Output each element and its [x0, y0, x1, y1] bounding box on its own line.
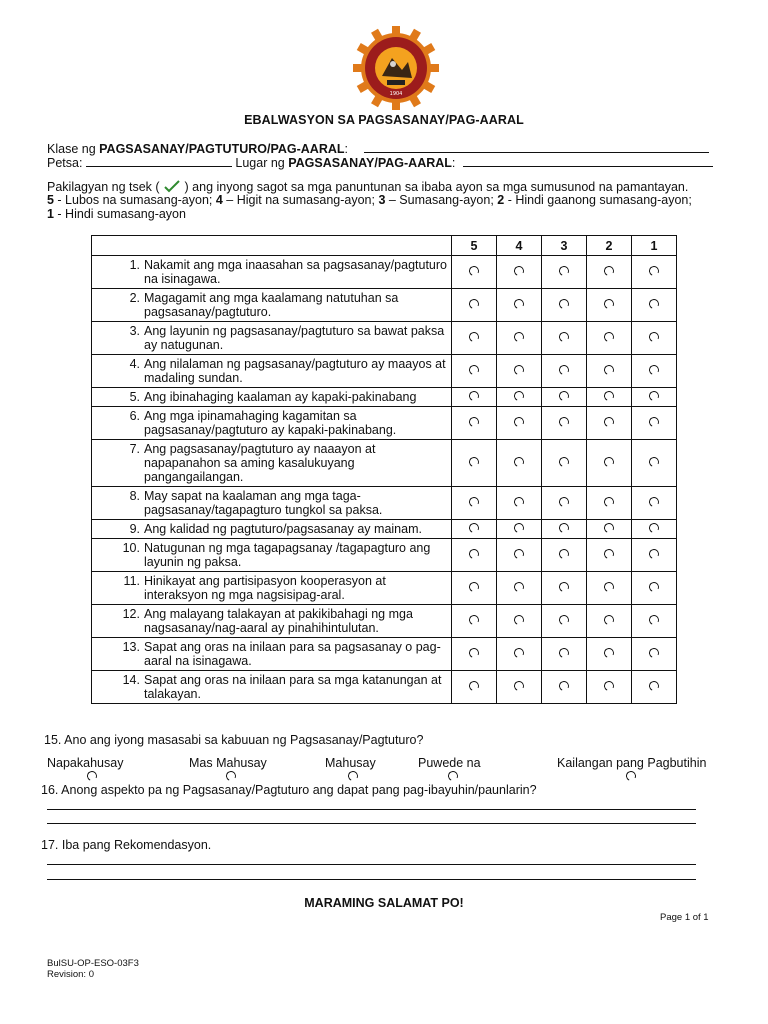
q15-radio-mas-mahusay[interactable]	[225, 770, 238, 783]
table-row	[92, 388, 677, 407]
rating-radio-2[interactable]	[603, 496, 616, 509]
rating-radio-5[interactable]	[468, 548, 481, 561]
rating-cell-2	[587, 388, 632, 407]
rating-radio-1[interactable]	[648, 416, 661, 429]
rating-cell-1	[632, 355, 677, 388]
question-cell	[92, 289, 452, 322]
question-cell	[92, 256, 452, 289]
table-row	[92, 520, 677, 539]
question-cell	[92, 539, 452, 572]
rating-radio-2[interactable]	[603, 456, 616, 469]
rating-cell-2	[587, 572, 632, 605]
rating-cell-5	[452, 355, 497, 388]
question-text: Ang pagsasanay/pagtuturo ay naaayon at napapanahon sa aming kasalukuyang pangangailangan.	[144, 442, 376, 484]
rating-cell-5	[452, 322, 497, 355]
question-cell	[92, 572, 452, 605]
header-2: 2	[587, 236, 632, 256]
question-number: 4.	[129, 357, 140, 371]
university-seal-logo	[349, 26, 443, 110]
question-text: Ang kalidad ng pagtuturo/pagsasanay ay mainam.	[144, 522, 422, 536]
rating-cell-1	[632, 671, 677, 704]
rating-radio-3[interactable]	[558, 496, 571, 509]
rating-cell-2	[587, 289, 632, 322]
rating-cell-5	[452, 256, 497, 289]
rating-cell-5	[452, 440, 497, 487]
table-row	[92, 539, 677, 572]
rating-cell-4	[497, 289, 542, 322]
rating-radio-5[interactable]	[468, 496, 481, 509]
header-5: 5	[452, 236, 497, 256]
q15-option-label: Puwede na	[418, 756, 481, 770]
rating-cell-1	[632, 256, 677, 289]
question-number: 2.	[129, 291, 140, 305]
rating-radio-5[interactable]	[468, 298, 481, 311]
question-number: 9.	[129, 522, 140, 536]
rating-radio-4[interactable]	[513, 581, 526, 594]
question-number: 11.	[123, 574, 140, 588]
rating-cell-2	[587, 539, 632, 572]
rating-radio-5[interactable]	[468, 416, 481, 429]
thank-you-note: MARAMING SALAMAT PO!	[304, 896, 464, 910]
question-cell	[92, 388, 452, 407]
rating-cell-3	[542, 407, 587, 440]
rating-cell-5	[452, 407, 497, 440]
rating-radio-4[interactable]	[513, 364, 526, 377]
rating-cell-1	[632, 388, 677, 407]
question-17: 17. Iba pang Rekomendasyon.	[41, 838, 212, 852]
rating-cell-5	[452, 388, 497, 407]
table-header-row	[92, 236, 677, 256]
rating-cell-4	[497, 355, 542, 388]
rating-cell-5	[452, 520, 497, 539]
instructions-line: Pakilagyan ng tsek ( ) ang inyong sagot sa mga panuntunan sa ibaba ayon sa mga sumusunod na pamantayan.	[47, 180, 689, 194]
rating-radio-4[interactable]	[513, 680, 526, 693]
rating-radio-1[interactable]	[648, 581, 661, 594]
header-4: 4	[497, 236, 542, 256]
form-title: EBALWASYON SA PAGSASANAY/PAG-AARAL	[244, 113, 524, 127]
rating-cell-1	[632, 572, 677, 605]
evaluation-table	[91, 235, 677, 704]
question-text: Hinikayat ang partisipasyon kooperasyon at interaksyon ng mga nagsisipag-aral.	[144, 574, 386, 602]
question-cell	[92, 322, 452, 355]
question-number: 6.	[129, 409, 140, 423]
rating-radio-3[interactable]	[558, 364, 571, 377]
question-cell	[92, 440, 452, 487]
rating-radio-5[interactable]	[468, 614, 481, 627]
rating-radio-1[interactable]	[648, 390, 661, 403]
rating-cell-3	[542, 487, 587, 520]
rating-radio-1[interactable]	[648, 647, 661, 660]
rating-radio-1[interactable]	[648, 298, 661, 311]
q15-radio-kailangan[interactable]	[625, 770, 638, 783]
rating-radio-1[interactable]	[648, 265, 661, 278]
question-text: May sapat na kaalaman ang mga taga-pagsasanay/tagapagturo tungkol sa paksa.	[144, 489, 383, 517]
rating-cell-4	[497, 605, 542, 638]
rating-cell-5	[452, 671, 497, 704]
rating-radio-1[interactable]	[648, 680, 661, 693]
q15-option-label: Mas Mahusay	[189, 756, 267, 770]
question-text: Ang nilalaman ng pagsasanay/pagtuturo ay maayos at madaling sundan.	[144, 357, 446, 385]
rating-radio-2[interactable]	[603, 265, 616, 278]
page-number: Page 1 of 1	[660, 912, 709, 923]
rating-radio-3[interactable]	[558, 614, 571, 627]
rating-cell-3	[542, 605, 587, 638]
question-15: 15. Ano ang iyong masasabi sa kabuuan ng Pagsasanay/Pagtuturo?	[44, 733, 424, 747]
rating-cell-1	[632, 539, 677, 572]
rating-cell-5	[452, 289, 497, 322]
rating-cell-3	[542, 440, 587, 487]
question-cell	[92, 355, 452, 388]
header-blank-cell	[92, 236, 452, 256]
rating-cell-1	[632, 520, 677, 539]
rating-radio-5[interactable]	[468, 581, 481, 594]
rating-cell-4	[497, 487, 542, 520]
rating-radio-5[interactable]	[468, 364, 481, 377]
table-row	[92, 355, 677, 388]
rating-radio-4[interactable]	[513, 614, 526, 627]
rating-radio-3[interactable]	[558, 680, 571, 693]
table-row	[92, 440, 677, 487]
rating-radio-1[interactable]	[648, 548, 661, 561]
rating-radio-1[interactable]	[648, 496, 661, 509]
rating-cell-2	[587, 520, 632, 539]
question-text: Natugunan ng mga tagapagsanay /tagapagturo ang layunin ng paksa.	[144, 541, 431, 569]
rating-cell-1	[632, 289, 677, 322]
rating-cell-2	[587, 671, 632, 704]
rating-radio-4[interactable]	[513, 456, 526, 469]
rating-cell-3	[542, 539, 587, 572]
rating-radio-3[interactable]	[558, 265, 571, 278]
lugar-input-line[interactable]	[463, 155, 713, 167]
rating-radio-3[interactable]	[558, 390, 571, 403]
rating-radio-2[interactable]	[603, 298, 616, 311]
q16-answer-line[interactable]	[47, 809, 696, 810]
rating-radio-2[interactable]	[603, 680, 616, 693]
petsa-input-line[interactable]	[86, 155, 232, 167]
rating-cell-3	[542, 671, 587, 704]
rating-radio-4[interactable]	[513, 496, 526, 509]
rating-radio-5[interactable]	[468, 390, 481, 403]
rating-radio-3[interactable]	[558, 331, 571, 344]
question-cell	[92, 638, 452, 671]
question-text: Sapat ang oras na inilaan para sa pagsasanay o pag-aaral na isinagawa.	[144, 640, 441, 668]
question-number: 1.	[129, 258, 140, 272]
q17-answer-line[interactable]	[47, 879, 696, 880]
rating-cell-2	[587, 355, 632, 388]
table-row	[92, 289, 677, 322]
rating-radio-1[interactable]	[648, 614, 661, 627]
table-row	[92, 322, 677, 355]
rating-radio-3[interactable]	[558, 522, 571, 535]
q15-radio-napakahusay[interactable]	[86, 770, 99, 783]
rating-radio-1[interactable]	[648, 364, 661, 377]
rating-cell-3	[542, 520, 587, 539]
rating-cell-4	[497, 388, 542, 407]
form-revision: Revision: 0	[47, 969, 94, 980]
table-row	[92, 572, 677, 605]
rating-radio-4[interactable]	[513, 416, 526, 429]
rating-radio-4[interactable]	[513, 548, 526, 561]
rating-radio-4[interactable]	[513, 265, 526, 278]
header-3: 3	[542, 236, 587, 256]
rating-cell-2	[587, 638, 632, 671]
rating-radio-5[interactable]	[468, 265, 481, 278]
rating-radio-4[interactable]	[513, 647, 526, 660]
table-row	[92, 638, 677, 671]
rating-radio-4[interactable]	[513, 298, 526, 311]
rating-cell-4	[497, 671, 542, 704]
rating-cell-3	[542, 322, 587, 355]
rating-cell-1	[632, 440, 677, 487]
form-code: BulSU-OP-ESO-03F3	[47, 958, 139, 969]
question-number: 12.	[122, 607, 140, 621]
rating-cell-5	[452, 487, 497, 520]
rating-radio-2[interactable]	[603, 331, 616, 344]
q15-option-label: Mahusay	[325, 756, 376, 770]
rating-cell-4	[497, 539, 542, 572]
rating-radio-2[interactable]	[603, 614, 616, 627]
rating-cell-2	[587, 605, 632, 638]
rating-cell-1	[632, 407, 677, 440]
scale-legend-last: 1 - Hindi sumasang-ayon	[47, 207, 186, 221]
rating-radio-2[interactable]	[603, 647, 616, 660]
rating-radio-2[interactable]	[603, 364, 616, 377]
rating-cell-3	[542, 289, 587, 322]
question-number: 5.	[129, 390, 140, 404]
question-text: Magagamit ang mga kaalamang natutuhan sa pagsasanay/pagtuturo.	[144, 291, 399, 319]
rating-radio-1[interactable]	[648, 331, 661, 344]
rating-cell-1	[632, 487, 677, 520]
rating-cell-3	[542, 256, 587, 289]
question-number: 3.	[129, 324, 140, 338]
question-text: Sapat ang oras na inilaan para sa mga katanungan at talakayan.	[144, 673, 442, 701]
rating-radio-2[interactable]	[603, 548, 616, 561]
rating-cell-4	[497, 440, 542, 487]
q15-option-label: Kailangan pang Pagbutihin	[557, 756, 707, 770]
question-text: Ang ibinahaging kaalaman ay kapaki-pakinabang	[144, 390, 417, 404]
rating-radio-4[interactable]	[513, 331, 526, 344]
rating-radio-5[interactable]	[468, 647, 481, 660]
question-cell	[92, 605, 452, 638]
table-row	[92, 605, 677, 638]
rating-radio-5[interactable]	[468, 331, 481, 344]
question-cell	[92, 407, 452, 440]
rating-radio-3[interactable]	[558, 456, 571, 469]
rating-radio-5[interactable]	[468, 680, 481, 693]
rating-radio-2[interactable]	[603, 581, 616, 594]
header-1: 1	[632, 236, 677, 256]
rating-cell-4	[497, 638, 542, 671]
rating-cell-4	[497, 407, 542, 440]
rating-cell-5	[452, 605, 497, 638]
rating-radio-3[interactable]	[558, 548, 571, 561]
rating-cell-2	[587, 256, 632, 289]
rating-radio-3[interactable]	[558, 647, 571, 660]
rating-radio-1[interactable]	[648, 522, 661, 535]
table-row	[92, 256, 677, 289]
rating-radio-3[interactable]	[558, 298, 571, 311]
q15-radio-puwede-na[interactable]	[447, 770, 460, 783]
rating-cell-1	[632, 605, 677, 638]
question-number: 10.	[122, 541, 140, 555]
rating-radio-3[interactable]	[558, 416, 571, 429]
rating-cell-3	[542, 572, 587, 605]
question-16: 16. Anong aspekto pa ng Pagsasanay/Pagtuturo ang dapat pang pag-ibayuhin/paunlarin?	[41, 783, 537, 797]
klase-input-line[interactable]	[364, 141, 709, 153]
petsa-lugar-row: Petsa: Lugar ng PAGSASANAY/PAG-AARAL:	[47, 155, 713, 170]
question-cell	[92, 671, 452, 704]
table-row	[92, 407, 677, 440]
rating-cell-4	[497, 572, 542, 605]
q15-option-label: Napakahusay	[47, 756, 124, 770]
rating-cell-2	[587, 440, 632, 487]
rating-radio-2[interactable]	[603, 522, 616, 535]
q17-answer-line[interactable]	[47, 864, 696, 865]
q16-answer-line[interactable]	[47, 823, 696, 824]
rating-radio-1[interactable]	[648, 456, 661, 469]
table-row	[92, 487, 677, 520]
q15-radio-mahusay[interactable]	[347, 770, 360, 783]
rating-cell-3	[542, 388, 587, 407]
question-text: Ang malayang talakayan at pakikibahagi ng mga nagsasanay/nag-aaral ay pinahihintulutan.	[144, 607, 413, 635]
question-number: 13.	[122, 640, 140, 654]
rating-cell-5	[452, 539, 497, 572]
rating-radio-5[interactable]	[468, 522, 481, 535]
rating-cell-4	[497, 256, 542, 289]
rating-radio-2[interactable]	[603, 390, 616, 403]
question-cell	[92, 520, 452, 539]
rating-cell-5	[452, 638, 497, 671]
question-number: 8.	[129, 489, 140, 503]
question-cell	[92, 487, 452, 520]
rating-cell-1	[632, 322, 677, 355]
rating-cell-4	[497, 322, 542, 355]
rating-radio-5[interactable]	[468, 456, 481, 469]
rating-cell-2	[587, 322, 632, 355]
rating-cell-2	[587, 407, 632, 440]
klase-field-row: Klase ng PAGSASANAY/PAGTUTURO/PAG-AARAL:	[47, 141, 709, 156]
svg-text:1904: 1904	[389, 91, 403, 97]
rating-radio-4[interactable]	[513, 390, 526, 403]
question-number: 14.	[122, 673, 140, 687]
rating-cell-3	[542, 638, 587, 671]
rating-radio-2[interactable]	[603, 416, 616, 429]
rating-radio-3[interactable]	[558, 581, 571, 594]
rating-cell-3	[542, 355, 587, 388]
rating-cell-2	[587, 487, 632, 520]
scale-legend: 5 - Lubos na sumasang-ayon; 4 – Higit na sumasang-ayon; 3 – Sumasang-ayon; 2 - Hindi gaanong sumasang-ayon;	[47, 193, 692, 207]
question-text: Ang layunin ng pagsasanay/pagtuturo sa bawat paksa ay natugunan.	[144, 324, 445, 352]
question-text: Nakamit ang mga inaasahan sa pagsasanay/pagtuturo na isinagawa.	[144, 258, 447, 286]
table-row	[92, 671, 677, 704]
rating-radio-4[interactable]	[513, 522, 526, 535]
rating-cell-1	[632, 638, 677, 671]
rating-cell-4	[497, 520, 542, 539]
question-number: 7.	[129, 442, 140, 456]
question-text: Ang mga ipinamahaging kagamitan sa pagsasanay/pagtuturo ay kapaki-pakinabang.	[144, 409, 397, 437]
rating-cell-5	[452, 572, 497, 605]
